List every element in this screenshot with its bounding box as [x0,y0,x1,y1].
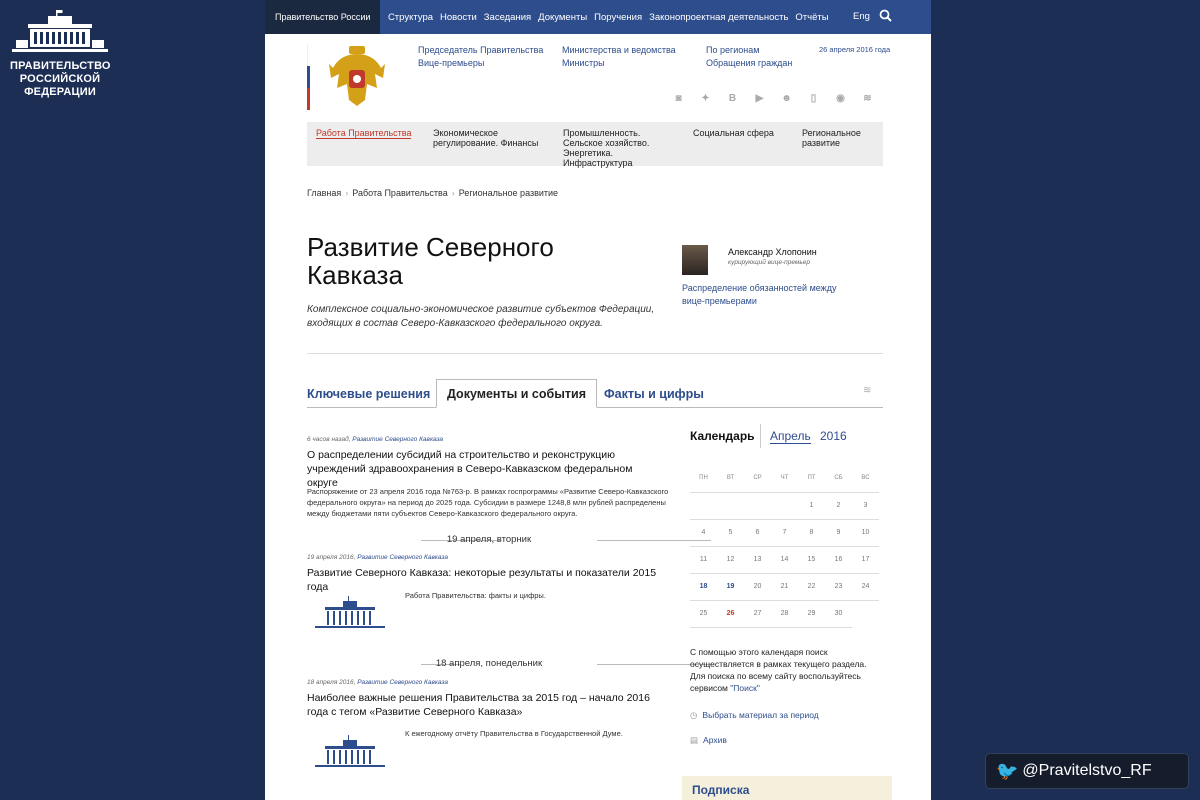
page-subtitle: Комплексное социально-экономическое развитие субъектов Федерации, входящих в состав Северо-Кавказского федерального округа. [307,304,655,329]
breadcrumb-regional[interactable]: Региональное развитие [458,188,559,198]
link-ministries[interactable]: Министерства и ведомства [562,45,676,55]
curator-role: курирующий вице-премьер [728,259,810,266]
calendar-day[interactable]: 14 [780,556,789,563]
calendar-day[interactable]: 30 [834,610,843,617]
twitter-bird-icon: 🐦 [996,760,1019,781]
nav-item-structure[interactable]: Структура [387,11,434,23]
avatar[interactable] [682,245,708,275]
breadcrumb-government-work[interactable]: Работа Правительства [352,188,448,198]
calendar-day[interactable]: 29 [807,610,816,617]
calendar-day[interactable]: 24 [861,583,870,590]
calendar-day[interactable]: 1 [809,502,814,509]
calendar-day[interactable]: 10 [861,529,870,536]
day-divider [307,534,671,546]
history-icon: ◷ [690,710,698,720]
calendar-title: Календарь [690,429,755,443]
day-divider-label: 19 апреля, вторник [446,534,532,545]
news-meta [307,679,448,686]
section-regional[interactable]: Региональное развитие [802,128,861,148]
people-icon[interactable]: ☻ [781,93,792,104]
news-time: 6 часов назад, [307,436,353,443]
calendar-day[interactable]: 16 [834,556,843,563]
content-tabs [307,379,883,408]
link-appeals[interactable]: Обращения граждан [706,58,793,68]
calendar-day[interactable]: 17 [861,556,870,563]
top-navigation [265,0,931,34]
calendar-weekday: СБ [834,475,843,481]
calendar-day[interactable]: 6 [755,529,760,536]
nav-item-reports[interactable]: Отчёты [795,11,829,23]
calendar-day[interactable]: 4 [701,529,706,536]
subscription-box[interactable]: Подписка [682,776,892,800]
calendar-row-divider [690,546,879,547]
divider [307,353,883,354]
calendar-info-text: С помощью этого календаря поиск осуществляется в рамках текущего раздела. Для поиска по всему сайту воспользуйтесь сервисом [690,647,867,693]
calendar-day[interactable]: 21 [780,583,789,590]
calendar-row-divider [690,519,879,520]
calendar-day[interactable]: 28 [780,610,789,617]
tab-key-decisions[interactable]: Ключевые решения [307,387,431,401]
archive-icon: ▤ [690,735,699,745]
news-tag-link[interactable]: Развитие Северного Кавказа [352,436,444,443]
section-industry[interactable]: Промышленность. Сельское хозяйство. Энергетика. Инфраструктура [563,128,650,168]
calendar-day[interactable]: 8 [809,529,814,536]
youtube-icon[interactable]: ▶ [755,93,764,104]
news-title[interactable]: О распределении субсидий на строительство и реконструкцию учреждений здравоохранения в Северо-Кавказском федеральном округе [307,449,633,489]
section-government-work[interactable]: Работа Правительства [316,128,412,138]
government-building-icon[interactable] [315,596,385,632]
day-divider [307,658,671,670]
nav-item-meetings[interactable]: Заседания [483,11,532,23]
news-title[interactable]: Развитие Северного Кавказа: некоторые результаты и показатели 2015 года [307,567,657,593]
search-icon[interactable] [879,9,892,22]
nav-item-legislation[interactable]: Законопроектная деятельность [649,11,789,23]
calendar-day[interactable]: 27 [753,610,762,617]
section-economy[interactable]: Экономическое регулирование. Финансы [433,128,539,148]
calendar-day[interactable]: 22 [807,583,816,590]
archive-link[interactable] [690,735,727,746]
tab-facts-figures[interactable]: Факты и цифры [604,387,704,401]
calendar-row-divider [690,492,879,493]
calendar-weekday: ПН [699,475,708,481]
language-switch[interactable]: Eng [853,11,870,22]
brand-line-1: ПРАВИТЕЛЬСТВО [10,60,111,72]
news-title[interactable]: Наиболее важные решения Правительства за 2015 год – начало 2016 года с тегом «Развитие Северного Кавказа» [307,692,650,718]
calendar-day[interactable]: 25 [699,610,708,617]
calendar-row-divider [690,573,879,574]
chevron-right-icon: › [345,188,349,198]
page-title: Развитие Северного Кавказа [307,232,554,290]
brand-line-3: ФЕДЕРАЦИИ [24,86,96,98]
header-col-2 [562,44,676,70]
header-col-3 [706,44,792,70]
link-chairman[interactable]: Председатель Правительства [418,45,544,55]
calendar-day[interactable]: 19 [726,583,735,590]
calendar-day[interactable]: 26 [726,610,735,617]
nav-home-link[interactable]: Правительство России [265,0,380,34]
calendar-year-select[interactable]: 2016 [820,429,847,443]
nav-item-documents[interactable]: Документы [538,11,588,23]
calendar-weekday: ЧТ [780,475,789,481]
duties-link[interactable]: Распределение обязанностей между вице-премьерами [682,283,837,306]
rss-icon[interactable]: ≋ [863,385,872,396]
calendar-day[interactable]: 15 [807,556,816,563]
archive-label: Архив [703,735,727,745]
calendar-day[interactable]: 13 [753,556,762,563]
news-tag-link[interactable]: Развитие Северного Кавказа [357,679,448,686]
calendar-weekday: ВС [861,475,870,481]
flag-stripe [307,44,310,110]
chevron-right-icon: › [451,188,455,198]
eye-icon[interactable]: ◉ [836,93,845,104]
calendar-day[interactable]: 2 [836,502,841,509]
calendar-day[interactable]: 12 [726,556,735,563]
camera-icon[interactable]: ◙ [675,93,682,104]
news-meta [307,436,443,443]
divider [760,424,761,448]
calendar-row-divider [690,627,852,628]
news-body: Работа Правительства: факты и цифры. [405,591,546,600]
current-date: 26 апреля 2016 года [819,45,891,54]
calendar-weekday: ПТ [807,475,816,481]
day-divider-label: 18 апреля, понедельник [435,658,543,669]
news-time: 18 апреля 2016, [307,679,358,686]
calendar-weekday: СР [753,475,762,481]
calendar-day[interactable]: 11 [699,556,708,563]
twitter-badge[interactable] [985,753,1189,789]
sections-bar [307,122,883,166]
news-time: 19 апреля 2016, [307,554,358,561]
breadcrumb-home[interactable]: Главная [307,188,342,198]
link-vice-premiers[interactable]: Вице-премьеры [418,58,485,68]
period-select-link[interactable] [690,710,819,721]
rss-icon[interactable]: ≋ [863,93,872,104]
link-regions[interactable]: По регионам [706,45,760,55]
news-tag-link[interactable]: Развитие Северного Кавказа [357,554,448,561]
coat-of-arms-icon[interactable] [327,44,387,110]
link-ministers[interactable]: Министры [562,58,605,68]
nav-item-news[interactable]: Новости [440,11,477,23]
nav-item-orders[interactable]: Поручения [594,11,643,23]
calendar-day[interactable]: 20 [753,583,762,590]
calendar-day[interactable]: 18 [699,583,708,590]
calendar-day[interactable]: 5 [728,529,733,536]
calendar-weekday: ВТ [726,475,735,481]
search-service-link[interactable]: "Поиск" [730,683,760,693]
news-body: К ежегодному отчёту Правительства в Государственной Думе. [405,729,623,738]
header-col-1 [418,44,543,70]
news-body: Распоряжение от 23 апреля 2016 года №763-р. В рамках госпрограммы «Развитие Северо-Кавказского федерального округа» на период до 2025 года. Субсидии в размере 1248,8 млн рублей распределены между бюджетами пяти субъектов Северо-Кавказского федерального округа. [307,487,669,518]
curator-name[interactable]: Александр Хлопонин [728,247,817,257]
twitter-icon[interactable]: ✦ [701,93,710,104]
calendar-day[interactable]: 7 [782,529,787,536]
white-house-icon [12,10,108,56]
period-select-label: Выбрать материал за период [702,710,819,720]
calendar-day[interactable]: 9 [836,529,841,536]
brand-line-2: РОССИЙСКОЙ [19,73,101,85]
government-building-icon[interactable] [315,735,385,771]
calendar-day[interactable]: 3 [863,502,868,509]
news-meta [307,554,448,561]
calendar-info [690,646,880,694]
main-page [265,0,931,800]
vk-icon[interactable]: В [728,93,737,104]
twitter-handle: @Pravitelstvo_RF [1022,762,1152,779]
social-links [665,93,881,104]
section-social[interactable]: Социальная сфера [693,128,774,138]
mobile-icon[interactable]: ▯ [810,93,817,104]
government-logo[interactable] [10,10,110,99]
breadcrumb [307,188,558,198]
calendar-month-select[interactable]: Апрель [770,429,811,443]
tab-documents-events[interactable]: Документы и события [436,379,597,408]
calendar-day[interactable]: 23 [834,583,843,590]
calendar-row-divider [690,600,879,601]
